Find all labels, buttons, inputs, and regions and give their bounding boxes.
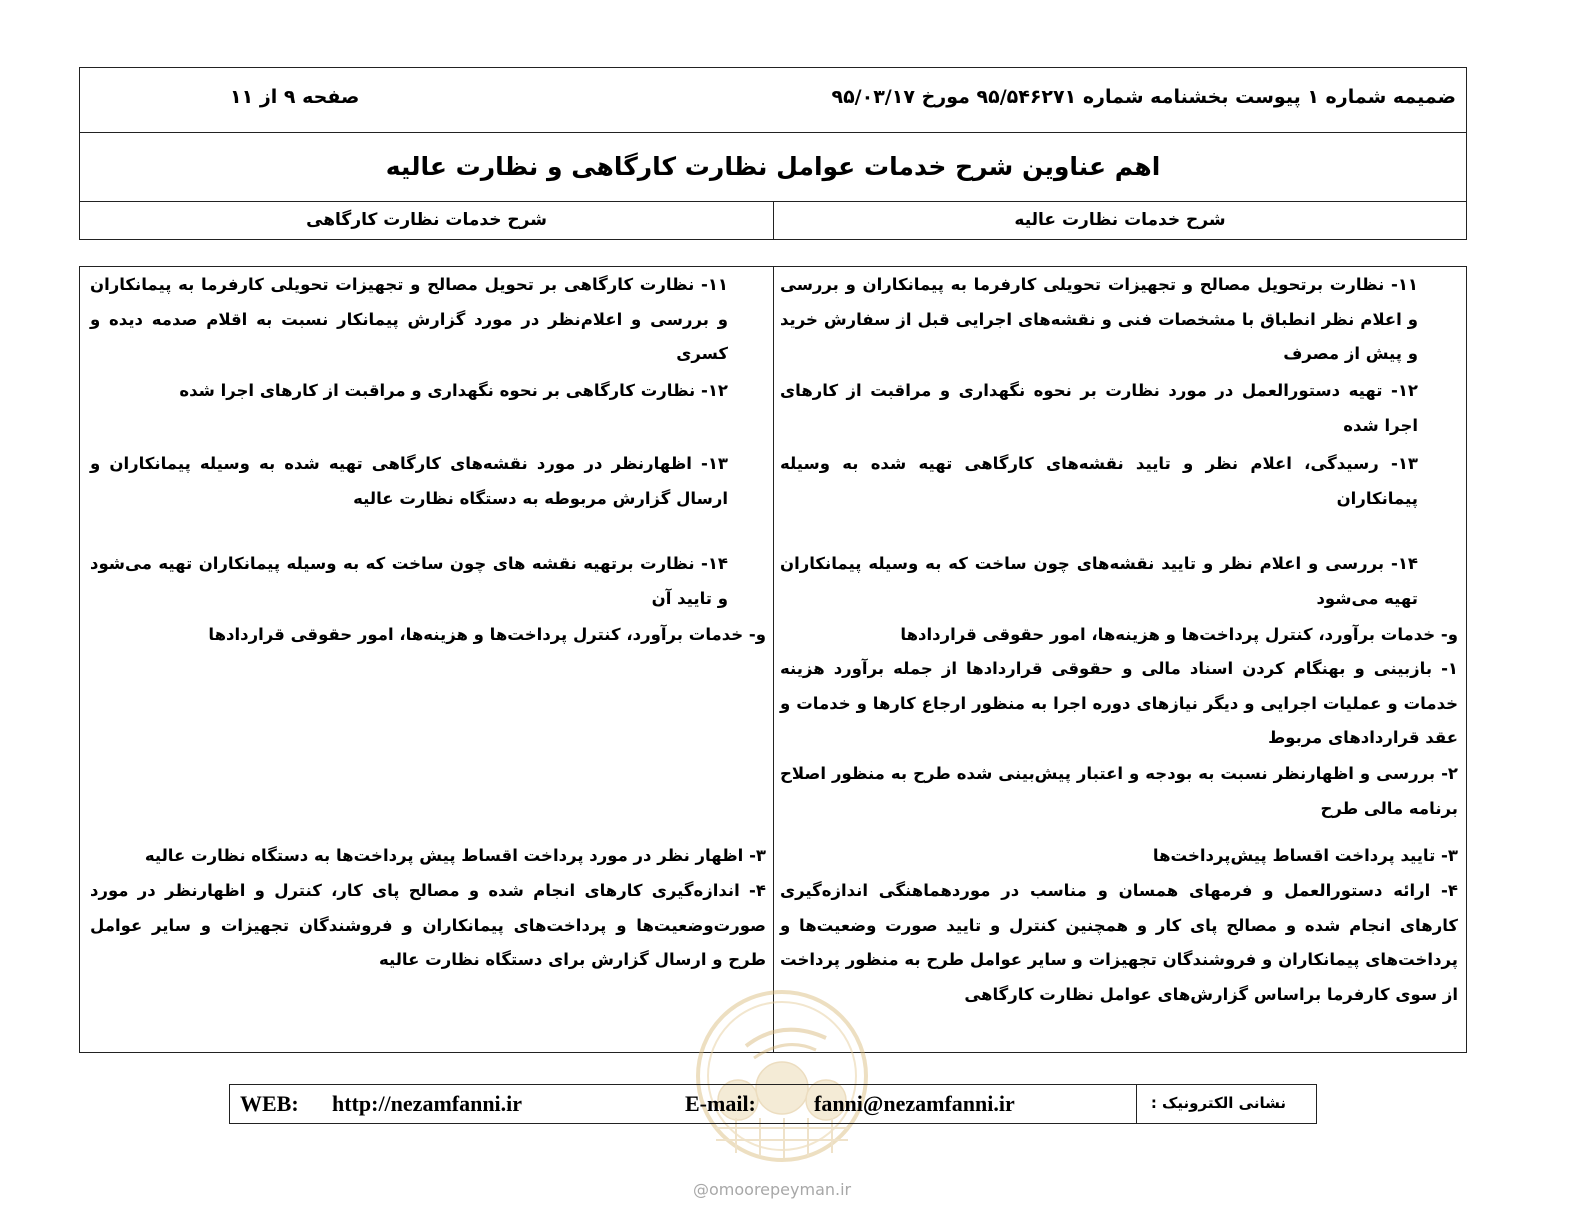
- site-item-w4: ۴- اندازه‌گیری کارهای انجام شده و مصالح پای کار، کنترل و اظهارنظر در مورد صورت‌وضعیت‌ها و پرداخت‌های پیمانکاران و فروشندگان تجهیزات و سایر عوامل طرح و ارسال گزارش برای دستگاه نظارت عالیه: [90, 881, 766, 969]
- high-item-w3: ۳- تایید پرداخت اقساط پیش‌پرداخت‌ها: [1152, 846, 1458, 865]
- high-item-w2: ۲- بررسی و اظهارنظر نسبت به بودجه و اعتبار پیش‌بینی شده طرح به منظور اصلاح برنامه مالی طرح: [780, 764, 1458, 818]
- site-item-11: ۱۱- نظارت کارگاهی بر تحویل مصالح و تجهیزات تحویلی کارفرما به پیمانکاران و بررسی و اعلام‌نظر در مورد گزارش پیمانکار نسبت به اقلام صدمه دیده و کسری: [90, 275, 728, 363]
- site-section-w-heading: و- خدمات برآورد، کنترل پرداخت‌ها و هزینه‌ها، امور حقوقی قراردادها: [208, 625, 766, 644]
- email-label: نشانی الکترونیک :: [1150, 1094, 1286, 1112]
- watermark-url: @omoorepeyman.ir: [693, 1180, 852, 1199]
- header-info-row: [80, 68, 1466, 133]
- site-item-12: ۱۲- نظارت کارگاهی بر نحوه نگهداری و مراقبت از کارهای اجرا شده: [179, 381, 728, 400]
- site-item-14: ۱۴- نظارت برتهیه نقشه های چون ساخت که به وسیله پیمانکاران تهیه می‌شود و تایید آن: [90, 554, 728, 608]
- title-row: [80, 132, 1466, 202]
- column-header-high-supervision: شرح خدمات نظارت عالیه: [1014, 210, 1226, 230]
- email-key-label: E-mail:: [685, 1091, 756, 1116]
- site-item-13: ۱۳- اظهارنظر در مورد نقشه‌های کارگاهی تهیه شده به وسیله پیمانکاران و ارسال گزارش مربوطه به دستگاه نظارت عالیه: [90, 454, 728, 508]
- high-item-11: ۱۱- نظارت برتحویل مصالح و تجهیزات تحویلی کارفرما به پیمانکاران و بررسی و اعلام نظر انطباق با مشخصات فنی و نقشه‌های اجرایی قبل از سفارش خرید و پیش از مصرف: [780, 275, 1418, 363]
- annex-reference: ضمیمه شماره ۱ پیوست بخشنامه شماره ۹۵/۵۴۶۲۷۱ مورخ ۹۵/۰۳/۱۷: [831, 86, 1456, 108]
- high-section-w-heading: و- خدمات برآورد، کنترل پرداخت‌ها و هزینه‌ها، امور حقوقی قراردادها: [900, 625, 1458, 644]
- footer-contact-box: [229, 1084, 1317, 1124]
- site-item-w3: ۳- اظهار نظر در مورد پرداخت اقساط پیش پرداخت‌ها به دستگاه نظارت عالیه: [144, 846, 766, 865]
- document-title: اهم عناوین شرح خدمات عوامل نظارت کارگاهی و نظارت عالیه: [385, 152, 1161, 181]
- email-link[interactable]: fanni@nezamfanni.ir: [814, 1091, 1015, 1116]
- web-link[interactable]: http://nezamfanni.ir: [332, 1091, 523, 1116]
- column-header-site-supervision: شرح خدمات نظارت کارگاهی: [80, 201, 774, 239]
- column-header-row: [80, 201, 1466, 239]
- header-table: [79, 67, 1467, 240]
- high-item-14: ۱۴- بررسی و اعلام نظر و تایید نقشه‌های چون ساخت که به وسیله پیمانکاران تهیه می‌شود: [780, 554, 1418, 608]
- high-item-w1: ۱- بازبینی و بهنگام کردن اسناد مالی و حقوقی قراردادها از جمله برآورد هزینه خدمات و عملیات اجرایی و دیگر نیازهای دوره اجرا به منظور ارجاع کارها و خدمات و عقد قراردادهای مربوط: [780, 659, 1458, 747]
- high-item-13: ۱۳- رسیدگی، اعلام نظر و تایید نقشه‌های کارگاهی تهیه شده به وسیله پیمانکاران: [780, 454, 1418, 508]
- content-table: [79, 266, 1467, 1053]
- high-item-12: ۱۲- تهیه دستورالعمل در مورد نظارت بر نحوه نگهداری و مراقبت از کارهای اجرا شده: [780, 381, 1418, 435]
- email-label-cell: [1136, 1085, 1316, 1123]
- stamp-watermark-icon: [676, 988, 888, 1164]
- web-label: WEB:: [240, 1091, 299, 1116]
- high-item-w4: ۴- ارائه دستورالعمل و فرمهای همسان و مناسب در موردهماهنگی اندازه‌گیری کارهای انجام شده و مصالح پای کار و همچنین کنترل و تایید صورت وضعیت‌ها و پرداخت‌های پیمانکاران و فروشندگان تجهیزات و سایر عوامل طرح به منظور پرداخت از سوی کارفرما براساس گزارش‌های عوامل نظارت کارگاهی: [780, 881, 1458, 1004]
- column-divider: [773, 267, 774, 1052]
- page-number: صفحه ۹ از ۱۱: [230, 86, 360, 108]
